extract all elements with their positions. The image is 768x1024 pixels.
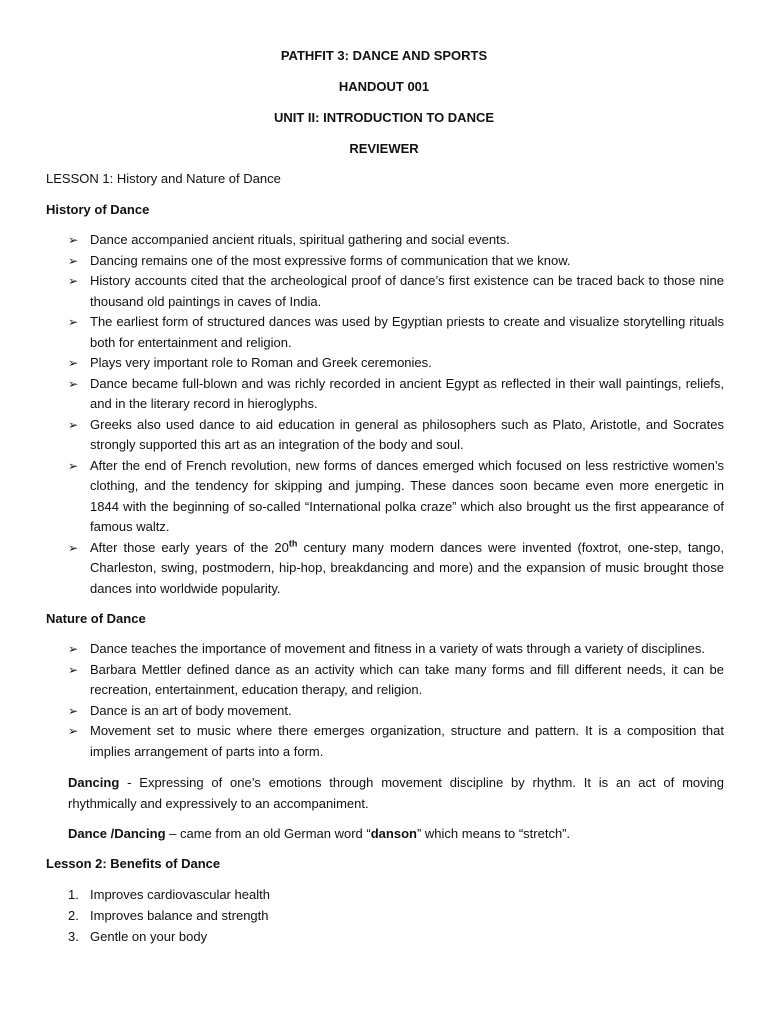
list-item-text-end: century many modern dances were invented (foxtrot, one-step, tango, Charleston, swing, postmodern, hip-hop, breakdancing and more) and the expansion of music brought those dances into worldwide popularity. bbox=[90, 539, 724, 596]
handout-number: HANDOUT 001 bbox=[338, 79, 430, 94]
list-item-text: Improves balance and strength bbox=[90, 907, 269, 923]
arrow-bullet-icon: ➢ bbox=[68, 253, 79, 268]
list-item bbox=[46, 905, 724, 926]
history-heading: History of Dance bbox=[46, 202, 150, 217]
list-item-text: Movement set to music where there emerges organization, structure and pattern. It is a composition that implies arrangement of parts into a form. bbox=[90, 723, 724, 759]
definition-text: – came from an old German word “ bbox=[165, 826, 371, 841]
list-item bbox=[46, 374, 724, 415]
list-item-text: After the end of French revolution, new forms of dances emerged which focused on less restrictive women’s clothing, and the tendency for skipping and jumping. These dances soon became even more energetic in 1844 with the beginning of so-called “International polka craze” which also brought us the first appearance of famous waltz. bbox=[90, 457, 724, 534]
list-item bbox=[46, 353, 724, 374]
arrow-bullet-icon: ➢ bbox=[68, 458, 79, 473]
list-item-text: Dance became full-blown and was richly recorded in ancient Egypt as reflected in their wall paintings, reliefs, and in the literary record in hieroglyphs. bbox=[90, 375, 724, 411]
definition-text: - Expressing of one’s emotions through movement discipline by rhythm. It is an act of moving rhythmically and expressively to an accompaniment. bbox=[68, 775, 724, 811]
list-number: 2. bbox=[68, 907, 79, 923]
lesson-2-heading: Lesson 2: Benefits of Dance bbox=[46, 855, 221, 871]
list-item bbox=[46, 230, 724, 251]
dance-etymology bbox=[68, 824, 724, 845]
list-item-text: Dance is an art of body movement. bbox=[90, 702, 292, 718]
list-item-text: Greeks also used dance to aid education in general as philosophers such as Plato, Aristotle, and Socrates strongly supported this art as an integration of the body and soul. bbox=[90, 416, 724, 452]
list-number: 3. bbox=[68, 928, 79, 944]
arrow-bullet-icon: ➢ bbox=[68, 376, 79, 391]
arrow-bullet-icon: ➢ bbox=[68, 703, 79, 718]
arrow-bullet-icon: ➢ bbox=[68, 540, 79, 555]
list-number: 1. bbox=[68, 886, 79, 902]
arrow-bullet-icon: ➢ bbox=[68, 356, 79, 370]
arrow-bullet-icon: ➢ bbox=[68, 642, 79, 656]
history-list bbox=[46, 230, 724, 599]
definition-text-end: ” which means to “stretch”. bbox=[416, 826, 571, 841]
list-item bbox=[46, 884, 724, 905]
title-block bbox=[0, 47, 768, 171]
list-item bbox=[46, 721, 724, 762]
list-item bbox=[46, 926, 724, 947]
arrow-bullet-icon: ➢ bbox=[68, 233, 79, 247]
definition-term: Dancing bbox=[68, 775, 120, 790]
list-item-text: Dance teaches the importance of movement and fitness in a variety of wats through a variety of disciplines. bbox=[90, 641, 705, 656]
list-item-text: Plays very important role to Roman and Greek ceremonies. bbox=[90, 355, 432, 370]
list-item bbox=[46, 312, 724, 353]
origin-word: danson bbox=[370, 826, 417, 841]
list-item-text: Dancing remains one of the most expressive forms of communication that we know. bbox=[90, 252, 571, 268]
ordinal-suffix: th bbox=[288, 538, 298, 549]
list-item bbox=[46, 271, 724, 312]
list-item-text: Gentle on your body bbox=[90, 928, 208, 944]
list-item bbox=[46, 701, 724, 722]
arrow-bullet-icon: ➢ bbox=[68, 417, 79, 432]
list-item bbox=[46, 639, 724, 660]
benefits-list bbox=[46, 884, 724, 947]
arrow-bullet-icon: ➢ bbox=[68, 315, 79, 329]
course-title: PATHFIT 3: DANCE AND SPORTS bbox=[280, 48, 488, 63]
list-item bbox=[46, 538, 724, 600]
unit-title: UNIT II: INTRODUCTION TO DANCE bbox=[273, 110, 495, 125]
lesson-1-name: History and Nature of Dance bbox=[116, 171, 281, 186]
list-item-text-start: After those early years of the 20 bbox=[90, 539, 289, 555]
lesson-1-title bbox=[46, 170, 724, 188]
list-item bbox=[46, 251, 724, 272]
list-item-text: Barbara Mettler defined dance as an activity which can take many forms and fill different needs, it can be recreation, entertainment, education therapy, and religion. bbox=[90, 661, 724, 697]
lesson-1-prefix: LESSON 1: bbox=[46, 171, 117, 186]
document-body bbox=[46, 170, 724, 947]
arrow-bullet-icon: ➢ bbox=[68, 662, 79, 677]
list-item bbox=[46, 415, 724, 456]
nature-heading: Nature of Dance bbox=[46, 611, 146, 626]
list-item bbox=[46, 456, 724, 538]
document-type: REVIEWER bbox=[349, 141, 419, 156]
list-item-text: Improves cardiovascular health bbox=[90, 886, 270, 902]
list-item-text: Dance accompanied ancient rituals, spiritual gathering and social events. bbox=[90, 232, 510, 247]
dancing-definition bbox=[68, 773, 724, 814]
nature-list bbox=[46, 639, 724, 762]
arrow-bullet-icon: ➢ bbox=[68, 724, 79, 738]
list-item-text: History accounts cited that the archeological proof of dance’s first existence can be traced back to those nine thousand old paintings in caves of India. bbox=[90, 273, 724, 309]
list-item bbox=[46, 660, 724, 701]
list-item-text: The earliest form of structured dances was used by Egyptian priests to create and visualize storytelling rituals both for entertainment and religion. bbox=[90, 314, 724, 350]
arrow-bullet-icon: ➢ bbox=[68, 274, 79, 288]
definition-term: Dance /Dancing bbox=[68, 826, 166, 841]
